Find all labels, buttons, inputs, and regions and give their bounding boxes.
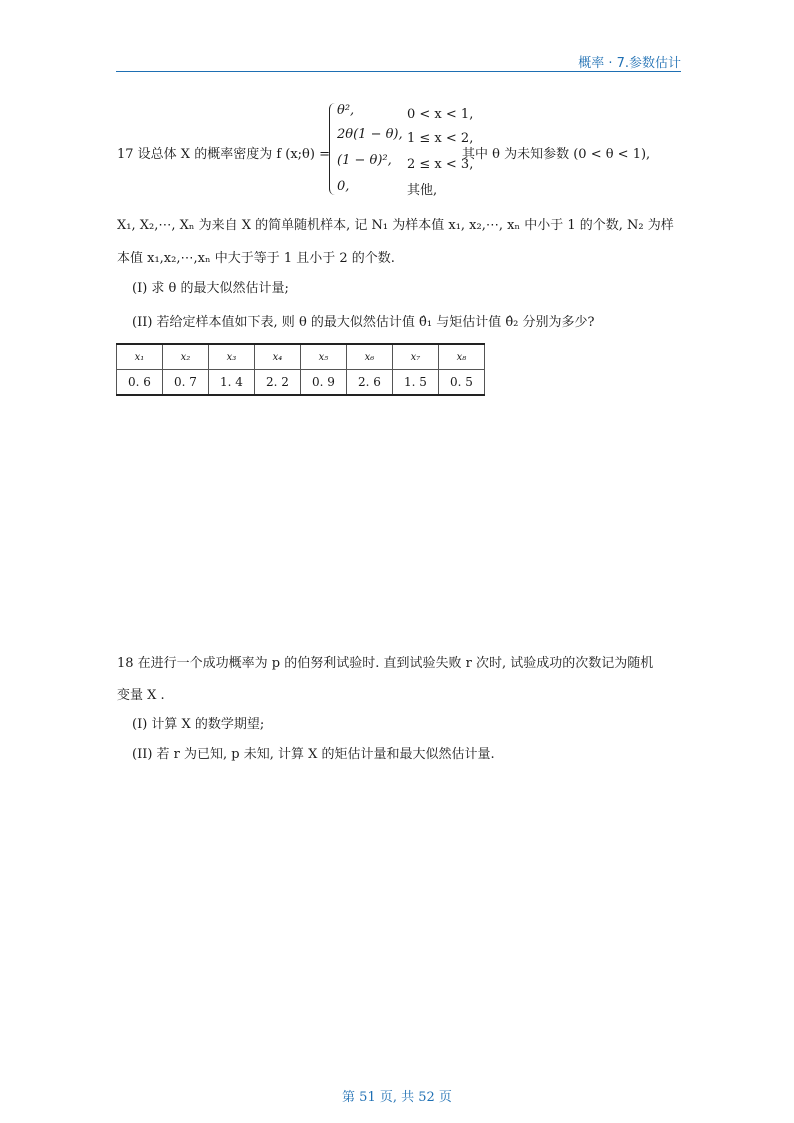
table-header-cell: x₁	[117, 344, 163, 370]
case-4-expr: 0,	[337, 179, 350, 194]
table-row	[117, 370, 485, 396]
case-4-cond: 其他,	[407, 183, 438, 198]
sample-table	[116, 343, 485, 396]
question-17-definition	[117, 101, 677, 197]
q17-tail-text: 其中 θ 为未知参数 (0 < θ < 1),	[462, 147, 651, 162]
case-3-cond: 2 ≤ x < 3,	[407, 157, 474, 172]
header-title: 概率 · 7.参数估计	[578, 56, 681, 71]
table-cell: 2. 6	[347, 370, 393, 396]
q17-part-1: (I) 求 θ 的最大似然估计量;	[132, 281, 289, 296]
table-header-cell: x₅	[301, 344, 347, 370]
case-1-expr: θ²,	[337, 103, 355, 118]
table-cell: 1. 5	[393, 370, 439, 396]
q17-line-2: X₁, X₂,⋯, Xₙ 为来自 X 的简单随机样本, 记 N₁ 为样本值 x₁, x₂,⋯, xₙ 中小于 1 的个数, N₂ 为样	[117, 218, 674, 233]
q17-line-3: 本值 x₁,x₂,⋯,xₙ 中大于等于 1 且小于 2 的个数.	[117, 251, 395, 266]
case-3-expr: (1 − θ)²,	[337, 153, 392, 168]
table-header-cell: x₇	[393, 344, 439, 370]
case-1-cond: 0 < x < 1,	[407, 107, 474, 122]
table-header-cell: x₄	[255, 344, 301, 370]
header-rule	[116, 71, 681, 72]
table-header-cell: x₈	[439, 344, 485, 370]
case-2-cond: 1 ≤ x < 2,	[407, 131, 474, 146]
q17-lead-text: 17 设总体 X 的概率密度为 f (x;θ) =	[117, 147, 330, 162]
q18-line-1: 18 在进行一个成功概率为 p 的伯努利试验时. 直到试验失败 r 次时, 试验成功的次数记为随机	[117, 656, 654, 671]
table-header-cell: x₆	[347, 344, 393, 370]
table-header-row	[117, 344, 485, 370]
q17-part-2: (II) 若给定样本值如下表, 则 θ 的最大似然估计值 θ̂₁ 与矩估计值 θ̂₂ 分别为多少?	[132, 315, 595, 330]
page-number: 第 51 页, 共 52 页	[342, 1090, 452, 1105]
table-cell: 0. 6	[117, 370, 163, 396]
table-cell: 0. 5	[439, 370, 485, 396]
page-header	[116, 52, 681, 72]
table-header-cell: x₂	[163, 344, 209, 370]
case-2-expr: 2θ(1 − θ),	[337, 127, 403, 142]
table-cell: 0. 7	[163, 370, 209, 396]
q18-line-2: 变量 X .	[117, 688, 165, 703]
table-header-cell: x₃	[209, 344, 255, 370]
table-cell: 2. 2	[255, 370, 301, 396]
q18-part-1: (I) 计算 X 的数学期望;	[132, 717, 265, 732]
table-cell: 1. 4	[209, 370, 255, 396]
q18-part-2: (II) 若 r 为已知, p 未知, 计算 X 的矩估计量和最大似然估计量.	[132, 747, 495, 762]
table-cell: 0. 9	[301, 370, 347, 396]
